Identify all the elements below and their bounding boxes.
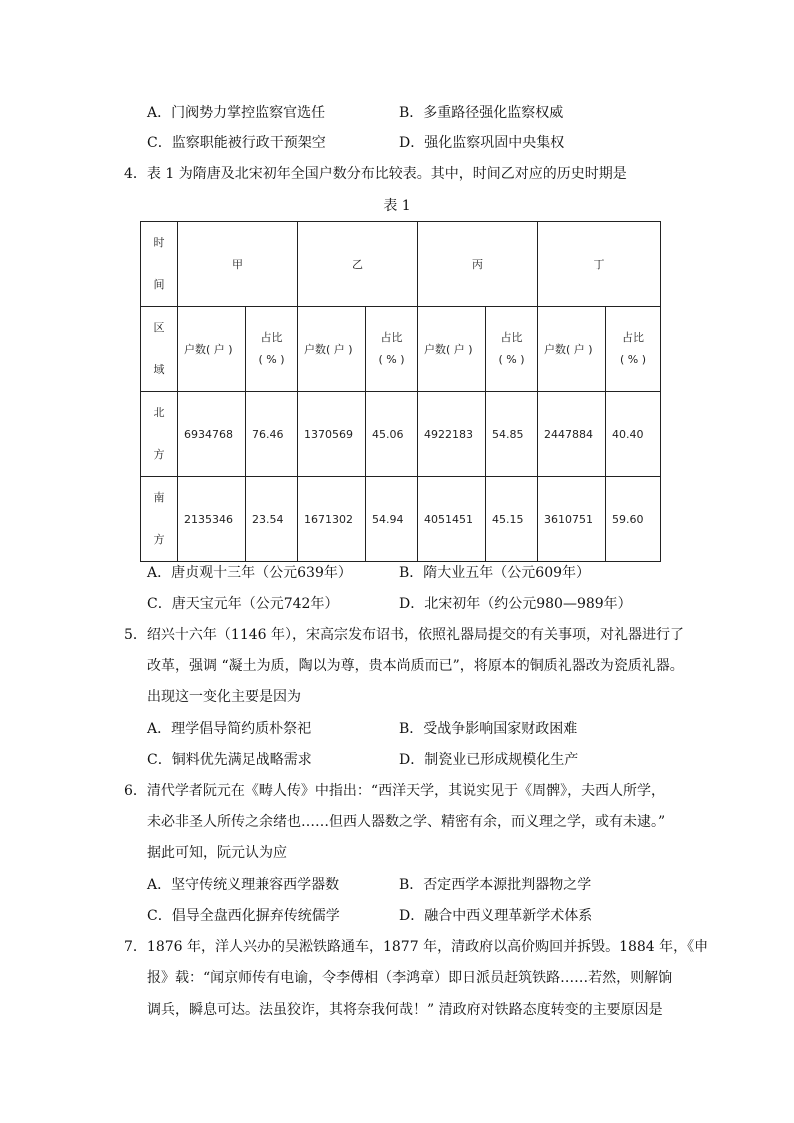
q4-option-a: A．唐贞观十三年（公元639年） <box>147 565 352 581</box>
col-households-header: 户数( 户 ) <box>538 307 606 392</box>
q5-stem-line-2: 改革，强调 “凝土为质，陶以为尊，贵本尚质而已”，将原本的铜质礼器改为瓷质礼器。 <box>147 658 684 674</box>
table-cell: 1671302 <box>298 477 366 562</box>
table-header-row-region <box>141 307 661 392</box>
table-header-row-time <box>141 222 661 307</box>
table-cell: 1370569 <box>298 392 366 477</box>
q5-option-d: D．制瓷业已形成规模化生产 <box>399 752 579 768</box>
q3-option-b: B．多重路径强化监察权威 <box>399 105 564 121</box>
time-header-cell: 时 间 <box>141 222 178 307</box>
q6-stem-line-1: 6．清代学者阮元在《畴人传》中指出：“西洋天学，其说实见于《周髀》，夫西人所学， <box>124 783 666 799</box>
table-cell: 6934768 <box>178 392 246 477</box>
q6-option-c: C．倡导全盘西化摒弃传统儒学 <box>147 908 340 924</box>
q4-stem: 4．表 1 为隋唐及北宋初年全国户数分布比较表。其中，时间乙对应的历史时期是 <box>124 166 627 182</box>
table-caption: 表 1 <box>383 198 411 214</box>
table-cell: 3610751 <box>538 477 606 562</box>
q6-option-d: D．融合中西义理革新学术体系 <box>399 908 593 924</box>
q4-option-d: D．北宋初年（约公元980—989年） <box>399 596 632 612</box>
table-row-north <box>141 392 661 477</box>
col-households-header: 户数( 户 ) <box>298 307 366 392</box>
table-cell: 2447884 <box>538 392 606 477</box>
table-row-south <box>141 477 661 562</box>
table-cell: 54.85 <box>486 392 538 477</box>
table-cell: 45.06 <box>366 392 418 477</box>
table-cell: 59.60 <box>606 477 661 562</box>
table-cell: 54.94 <box>366 477 418 562</box>
period-header-jia: 甲 <box>178 222 298 307</box>
q3-option-a: A．门阀势力掌控监察官选任 <box>147 105 326 121</box>
region-header-cell: 区 域 <box>141 307 178 392</box>
q5-stem-line-3: 出现这一变化主要是因为 <box>147 689 301 705</box>
period-header-yi: 乙 <box>298 222 418 307</box>
q7-stem-line-1: 7．1876 年，洋人兴办的吴淞铁路通车，1877 年，清政府以高价购回并拆毁。1884 年，《申 <box>124 939 709 955</box>
q3-option-d: D．强化监察巩固中央集权 <box>399 135 565 151</box>
q5-option-a: A．理学倡导简约质朴祭祀 <box>147 721 312 737</box>
table-cell: 40.40 <box>606 392 661 477</box>
q5-option-b: B．受战争影响国家财政困难 <box>399 721 578 737</box>
table-cell: 45.15 <box>486 477 538 562</box>
region-cell-north: 北 方 <box>141 392 178 477</box>
table-cell: 4922183 <box>418 392 486 477</box>
q4-option-c: C．唐天宝元年（公元742年） <box>147 596 339 612</box>
col-households-header: 户数( 户 ) <box>178 307 246 392</box>
table-cell: 4051451 <box>418 477 486 562</box>
q6-stem-line-3: 据此可知，阮元认为应 <box>147 845 287 861</box>
q6-stem-line-2: 未必非圣人所传之余绪也……但西人器数之学、精密有余，而义理之学，或有未逮。” <box>147 814 666 830</box>
q3-option-c: C．监察职能被行政干预架空 <box>147 135 326 151</box>
q5-stem-line-1: 5．绍兴十六年（1146 年），宋高宗发布诏书，依照礼器局提交的有关事项，对礼器进行了 <box>124 627 684 643</box>
q7-stem-line-3: 调兵，瞬息可达。法虽狡诈，其将奈我何哉！” 清政府对铁路态度转变的主要原因是 <box>147 1002 663 1018</box>
table-cell: 23.54 <box>246 477 298 562</box>
q6-option-b: B．否定西学本源批判器物之学 <box>399 877 592 893</box>
col-ratio-header: 占比 ( % ) <box>486 307 538 392</box>
col-households-header: 户数( 户 ) <box>418 307 486 392</box>
q7-stem-line-2: 报》载：“闻京师传有电谕，令李傅相（李鸿章）即日派员赶筑铁路……若然，则解饷 <box>147 970 673 986</box>
period-header-bing: 丙 <box>418 222 538 307</box>
table-cell: 2135346 <box>178 477 246 562</box>
q4-option-b: B．隋大业五年（公元609年） <box>399 565 591 581</box>
region-cell-south: 南 方 <box>141 477 178 562</box>
col-ratio-header: 占比 ( % ) <box>606 307 661 392</box>
period-header-ding: 丁 <box>538 222 661 307</box>
col-ratio-header: 占比 ( % ) <box>246 307 298 392</box>
q6-option-a: A．坚守传统义理兼容西学器数 <box>147 877 340 893</box>
table-cell: 76.46 <box>246 392 298 477</box>
q5-option-c: C．铜料优先满足战略需求 <box>147 752 312 768</box>
household-distribution-table <box>140 221 661 562</box>
col-ratio-header: 占比 ( % ) <box>366 307 418 392</box>
